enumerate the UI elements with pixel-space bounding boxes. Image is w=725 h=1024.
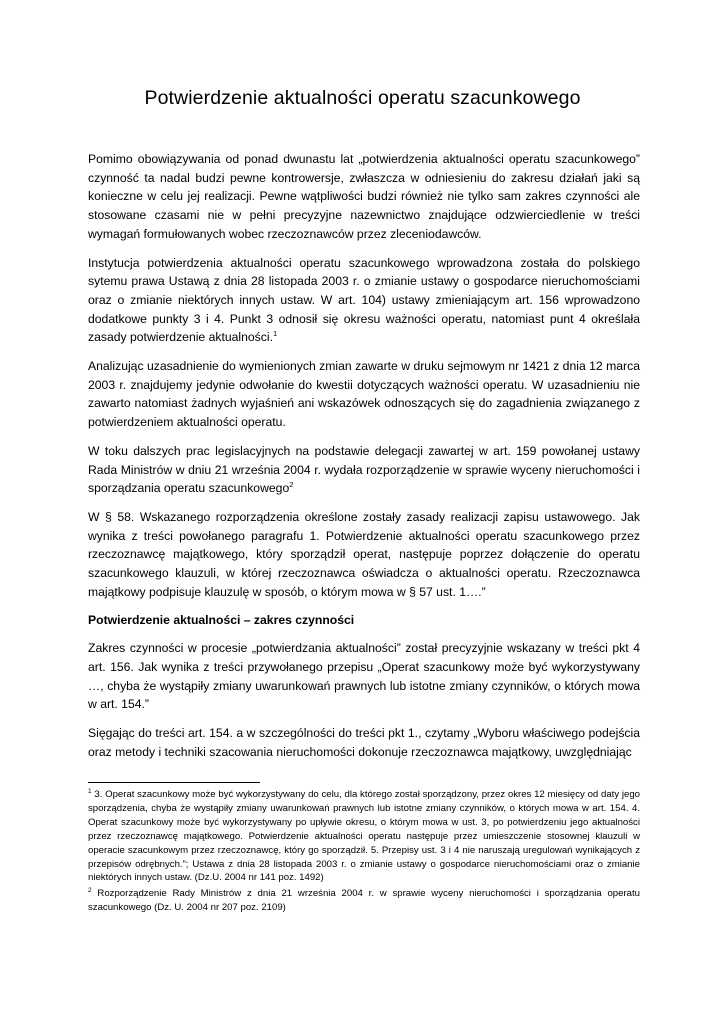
paragraph-text: Zakres czynności w procesie „potwierdzania aktualności” został precyzyjnie wskazany w treści pkt 4 art. 156. Jak wynika z treści przywołanego przepisu „Operat szacunkowy może być wykorzystywany …, chyba że wystąpiły zmiany uwarunkowań prawnych lub istotne zmiany czynników, o których mowa w art. 154.” — [88, 641, 640, 712]
paragraph-3 — [88, 357, 640, 432]
paragraph-text: Pomimo obowiązywania od ponad dwunastu lat „potwierdzenia aktualności operatu szacunkowego” czynność ta nadal budzi pewne kontrowersje, zwłaszcza w odniesieniu do zakresu działań jaki są konieczne w celu jej realizacji. Pewne wątpliwości budzi również nie tylko sam zakres czynności ale stosowane czasami nie w pełni precyzyjne nazewnictwo znajdujące odzwierciedlenie w treści wymagań formułowanych wobec rzeczoznawców przez zleceniodawców. — [88, 152, 640, 241]
footnote-mark: 2 — [88, 887, 92, 895]
footnotes — [88, 788, 640, 917]
paragraph-6 — [88, 639, 640, 714]
paragraph-5 — [88, 508, 640, 602]
footnote-2 — [88, 887, 640, 915]
document-body — [88, 150, 640, 771]
paragraph-text: Analizując uzasadnienie do wymienionych zmian zawarte w druku sejmowym nr 1421 z dnia 12 marca 2003 r. znajdujemy jedynie odwołanie do kwestii dotyczących ważności operatu. W uzasadnieniu nie zawarto natomiast żadnych wyjaśnień ani wskazówek odnoszących się do zagadnienia związanego z potwierdzeniem aktualności operatu. — [88, 359, 640, 430]
paragraph-text: Instytucja potwierdzenia aktualności operatu szacunkowego wprowadzona została do polskiego sytemu prawa Ustawą z dnia 28 listopada 2003 r. o zmianie ustawy o gospodarce nieruchomościami oraz o zmianie niektórych innych ustaw. W art. 104) ustawy zmieniającym art. 156 wprowadzono dodatkowe punkty 3 i 4. Punkt 3 odnosił się okresu ważności operatu, natomiast punt 4 określała zasady potwierdzenie aktualności. — [88, 255, 640, 345]
paragraph-text: Sięgając do treści art. 154. a w szczególności do treści pkt 1., czytamy „Wyboru właściwego podejścia oraz metody i techniki szacowania nieruchomości dokonuje rzeczoznawca majątkowy, uwzględniając — [88, 725, 640, 759]
document-title: Potwierdzenie aktualności operatu szacunkowego — [144, 87, 581, 109]
paragraph-2 — [88, 254, 640, 348]
paragraph-4 — [88, 442, 640, 498]
paragraph-7 — [88, 724, 640, 761]
footnote-separator — [88, 782, 260, 783]
footnote-1 — [88, 788, 640, 885]
paragraph-text: W toku dalszych prac legislacyjnych na podstawie delegacji zawartej w art. 159 powołanej ustawy Rada Ministrów w dniu 21 września 2004 r. wydała rozporządzenie w sprawie wyceny nieruchomości i sporządzania operatu szacunkowego — [88, 443, 640, 496]
footnote-text: Rozporządzenie Rady Ministrów z dnia 21 września 2004 r. w sprawie wyceny nieruchomości i sporządzania operatu szacunkowego (Dz. U. 2004 nr 207 poz. 2109) — [88, 888, 640, 914]
paragraph-text: W § 58. Wskazanego rozporządzenia określone zostały zasady realizacji zapisu ustawowego. Jak wynika z treści powołanego paragrafu 1. Potwierdzenie aktualności operatu szacunkowego przez rzeczoznawcę majątkowego, który sporządził operat, następuje poprzez dołączenie do operatu szacunkowego klauzuli, w której rzeczoznawca oświadcza o aktualności operatu. Rzeczoznawca majątkowy podpisuje klauzulę w sposób, o którym mowa w § 57 ust. 1….” — [88, 509, 640, 599]
footnote-ref-2[interactable]: 2 — [289, 480, 294, 490]
footnote-ref-1[interactable]: 1 — [272, 329, 278, 339]
section-heading: Potwierdzenie aktualności – zakres czynności — [88, 613, 355, 628]
paragraph-1 — [88, 150, 640, 244]
footnote-text: 3. Operat szacunkowy może być wykorzystywany do celu, dla którego został sporządzony, przez okres 12 miesięcy od daty jego sporządzenia, chyba że wystąpiły zmiany uwarunkowań prawnych lub istotne zmiany czynników, o których mowa w art. 154. 4. Operat szacunkowy może być wykorzystywany po upływie okresu, o którym mowa w ust. 3, po potwierdzeniu jego aktualności przez rzeczoznawcę majątkowego. Potwierdzenie aktualności operatu następuje przez umieszczenie stosownej klauzuli w operacie szacunkowym przez rzeczoznawcę, który go sporządził. 5. Przepisy ust. 3 i 4 nie naruszają uregulowań wynikających z przepisów odrębnych.”; Ustawa z dnia 28 listopada 2003 r. o zmianie ustawy o gospodarce nieruchomościami oraz o zmianie niektórych innych ustaw. (Dz.U. 2004 nr 141 poz. 1492) — [88, 789, 640, 884]
footnote-mark: 1 — [88, 787, 92, 795]
